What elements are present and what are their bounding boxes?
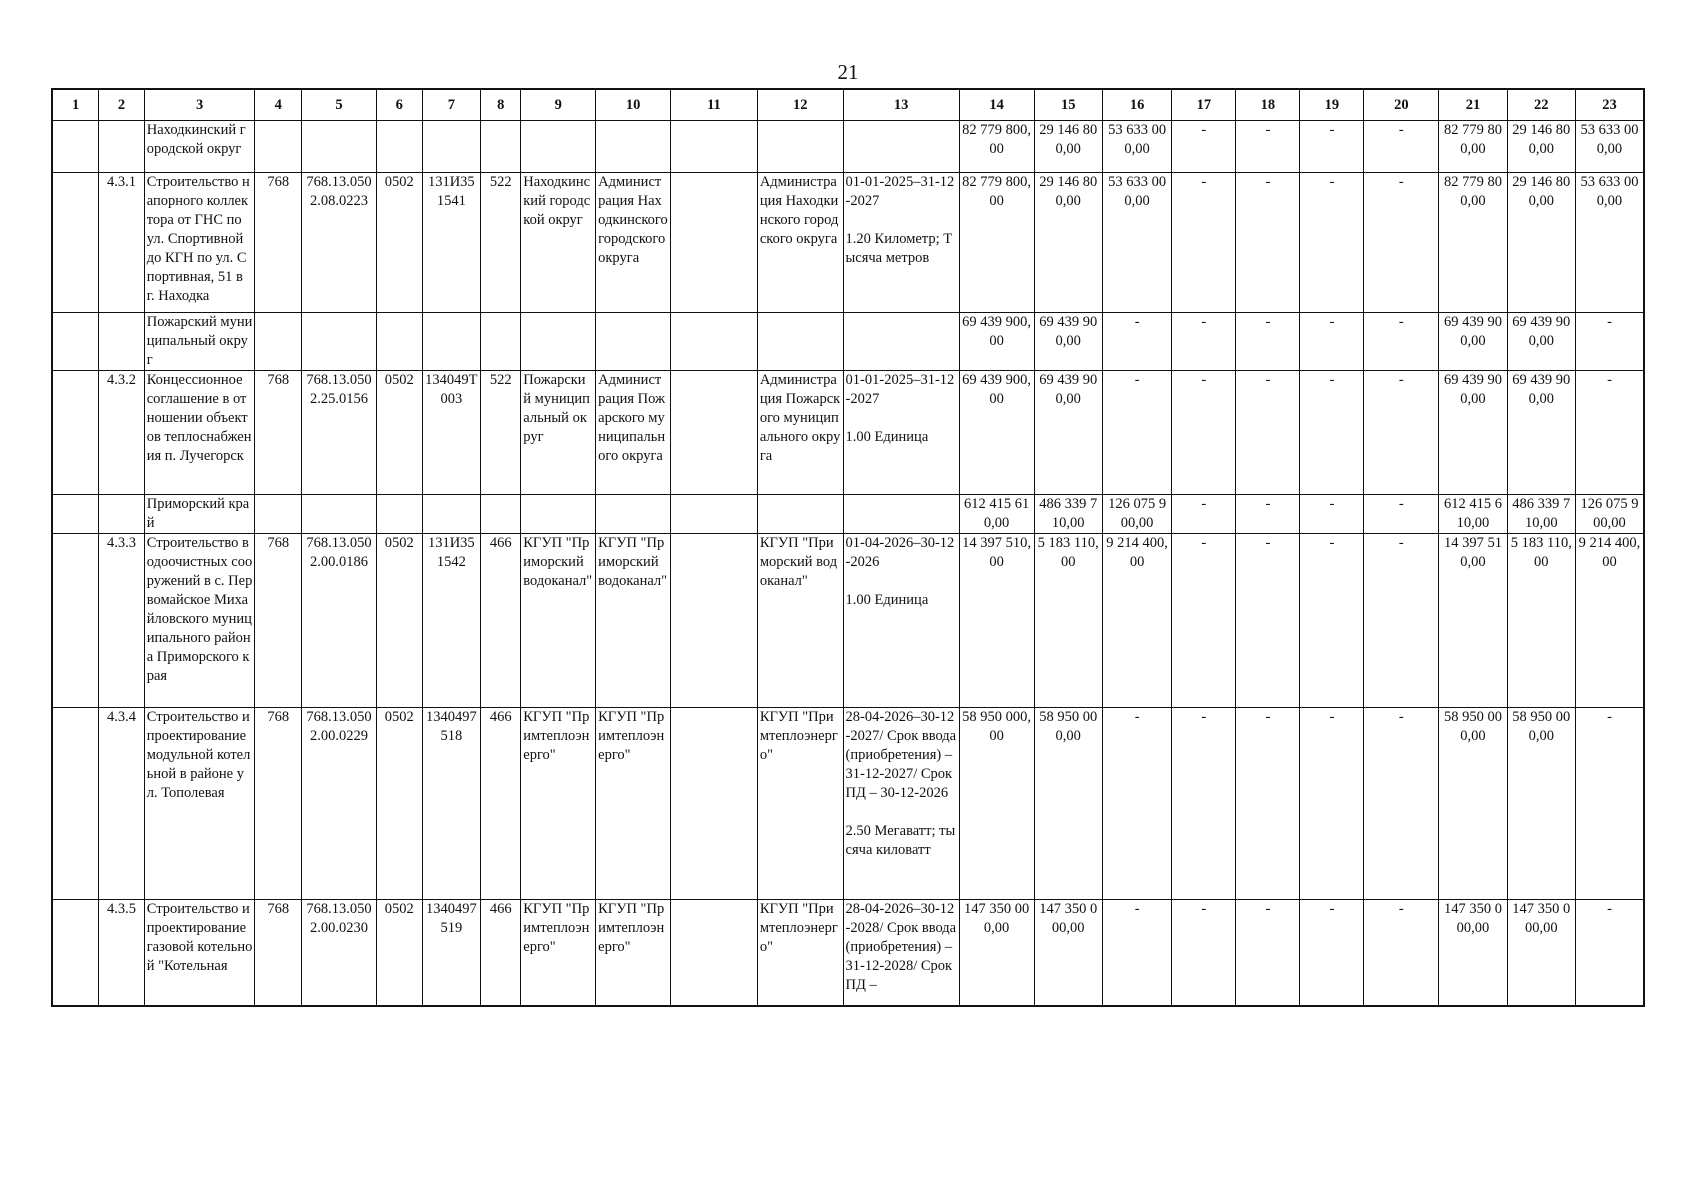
cell-col-9 xyxy=(521,495,596,534)
column-header-3: 3 xyxy=(144,89,255,121)
cell-col-15: 69 439 900,00 xyxy=(1034,371,1102,495)
table-row xyxy=(52,121,1644,173)
cell-col-13 xyxy=(843,495,959,534)
cell-col-14: 612 415 610,00 xyxy=(959,495,1034,534)
cell-col-21: 612 415 610,00 xyxy=(1439,495,1507,534)
cell-col-12 xyxy=(757,313,843,371)
cell-col-6: 0502 xyxy=(376,173,422,313)
cell-col-14: 69 439 900,00 xyxy=(959,313,1034,371)
cell-col-10 xyxy=(596,121,671,173)
cell-col-13: 28-04-2026–30-12-2027/ Срок ввода (приобретения) – 31-12-2027/ Срок ПД – 30-12-2026 2.50 Мегаватт; тысяча киловатт xyxy=(843,708,959,900)
cell-col-22: 58 950 000,00 xyxy=(1507,708,1575,900)
cell-col-23: - xyxy=(1575,313,1644,371)
cell-col-1 xyxy=(52,121,99,173)
cell-col-17: - xyxy=(1172,371,1236,495)
cell-col-18: - xyxy=(1236,900,1300,1006)
cell-col-22: 5 183 110,00 xyxy=(1507,534,1575,708)
cell-col-18: - xyxy=(1236,313,1300,371)
cell-col-3: Строительство водоочистных сооружений в с. Первомайское Михайловского муниципального района Приморского края xyxy=(144,534,255,708)
cell-col-17: - xyxy=(1172,121,1236,173)
table-row xyxy=(52,900,1644,1006)
cell-col-23: 9 214 400,00 xyxy=(1575,534,1644,708)
cell-col-3: Строительство и проектирование газовой котельной "Котельная xyxy=(144,900,255,1006)
cell-col-5 xyxy=(302,121,377,173)
cell-col-13: 01-01-2025–31-12-2027 1.20 Километр; Тысяча метров xyxy=(843,173,959,313)
table-body xyxy=(52,121,1644,1006)
column-header-17: 17 xyxy=(1172,89,1236,121)
column-header-6: 6 xyxy=(376,89,422,121)
column-header-11: 11 xyxy=(671,89,758,121)
cell-col-8: 522 xyxy=(481,371,521,495)
cell-col-6: 0502 xyxy=(376,371,422,495)
cell-col-22: 29 146 800,00 xyxy=(1507,121,1575,173)
cell-col-12: Администрация Находкинского городского округа xyxy=(757,173,843,313)
cell-col-21: 69 439 900,00 xyxy=(1439,313,1507,371)
cell-col-4: 768 xyxy=(255,534,302,708)
cell-col-19: - xyxy=(1300,495,1364,534)
cell-col-13: 01-04-2026–30-12-2026 1.00 Единица xyxy=(843,534,959,708)
cell-col-20: - xyxy=(1364,121,1439,173)
cell-col-21: 14 397 510,00 xyxy=(1439,534,1507,708)
cell-col-21: 69 439 900,00 xyxy=(1439,371,1507,495)
cell-col-20: - xyxy=(1364,313,1439,371)
column-header-1: 1 xyxy=(52,89,99,121)
cell-col-7: 134049Т003 xyxy=(422,371,481,495)
cell-col-12 xyxy=(757,121,843,173)
cell-col-3: Приморский край xyxy=(144,495,255,534)
cell-col-18: - xyxy=(1236,173,1300,313)
cell-col-8: 522 xyxy=(481,173,521,313)
cell-col-18: - xyxy=(1236,371,1300,495)
cell-col-16: 126 075 900,00 xyxy=(1102,495,1171,534)
cell-col-14: 82 779 800,00 xyxy=(959,121,1034,173)
cell-col-19: - xyxy=(1300,708,1364,900)
cell-col-17: - xyxy=(1172,313,1236,371)
cell-col-8 xyxy=(481,495,521,534)
cell-col-22: 29 146 800,00 xyxy=(1507,173,1575,313)
column-header-16: 16 xyxy=(1102,89,1171,121)
cell-col-9: КГУП "Примтеплоэнерго" xyxy=(521,900,596,1006)
cell-col-9: КГУП "Примтеплоэнерго" xyxy=(521,708,596,900)
cell-col-12: Администрация Пожарского муниципального округа xyxy=(757,371,843,495)
cell-col-19: - xyxy=(1300,534,1364,708)
cell-col-17: - xyxy=(1172,495,1236,534)
cell-col-22: 69 439 900,00 xyxy=(1507,313,1575,371)
cell-col-2: 4.3.1 xyxy=(99,173,145,313)
cell-col-1 xyxy=(52,534,99,708)
cell-col-23: 53 633 000,00 xyxy=(1575,121,1644,173)
cell-col-1 xyxy=(52,173,99,313)
cell-col-15: 29 146 800,00 xyxy=(1034,121,1102,173)
cell-col-21: 82 779 800,00 xyxy=(1439,121,1507,173)
cell-col-9: Находкинский городской округ xyxy=(521,173,596,313)
cell-col-11 xyxy=(671,534,758,708)
cell-col-13: 01-01-2025–31-12-2027 1.00 Единица xyxy=(843,371,959,495)
cell-col-23: 126 075 900,00 xyxy=(1575,495,1644,534)
column-header-21: 21 xyxy=(1439,89,1507,121)
cell-col-14: 69 439 900,00 xyxy=(959,371,1034,495)
cell-col-8 xyxy=(481,313,521,371)
column-header-7: 7 xyxy=(422,89,481,121)
cell-col-5: 768.13.0502.00.0229 xyxy=(302,708,377,900)
cell-col-11 xyxy=(671,173,758,313)
column-header-14: 14 xyxy=(959,89,1034,121)
cell-col-19: - xyxy=(1300,313,1364,371)
cell-col-9 xyxy=(521,313,596,371)
cell-col-20: - xyxy=(1364,371,1439,495)
cell-col-10 xyxy=(596,313,671,371)
cell-col-17: - xyxy=(1172,900,1236,1006)
column-header-4: 4 xyxy=(255,89,302,121)
cell-col-6: 0502 xyxy=(376,708,422,900)
cell-col-21: 58 950 000,00 xyxy=(1439,708,1507,900)
table-row xyxy=(52,371,1644,495)
cell-col-7 xyxy=(422,313,481,371)
cell-col-16: 9 214 400,00 xyxy=(1102,534,1171,708)
column-header-row xyxy=(52,89,1644,121)
cell-col-11 xyxy=(671,495,758,534)
column-header-12: 12 xyxy=(757,89,843,121)
cell-col-20: - xyxy=(1364,534,1439,708)
cell-col-6 xyxy=(376,121,422,173)
cell-col-7: 131И351541 xyxy=(422,173,481,313)
cell-col-2: 4.3.5 xyxy=(99,900,145,1006)
cell-col-4: 768 xyxy=(255,173,302,313)
cell-col-12: КГУП "Примтеплоэнерго" xyxy=(757,708,843,900)
cell-col-19: - xyxy=(1300,173,1364,313)
budget-table xyxy=(51,88,1645,1007)
cell-col-3: Находкинский городской округ xyxy=(144,121,255,173)
cell-col-23: - xyxy=(1575,371,1644,495)
cell-col-13: 28-04-2026–30-12-2028/ Срок ввода (приобретения) – 31-12-2028/ Срок ПД – xyxy=(843,900,959,1006)
cell-col-10: КГУП "Примтеплоэнерго" xyxy=(596,708,671,900)
cell-col-22: 69 439 900,00 xyxy=(1507,371,1575,495)
cell-col-10: Администрация Пожарского муниципального округа xyxy=(596,371,671,495)
cell-col-10: КГУП "Приморский водоканал" xyxy=(596,534,671,708)
cell-col-5: 768.13.0502.25.0156 xyxy=(302,371,377,495)
cell-col-4 xyxy=(255,313,302,371)
cell-col-12 xyxy=(757,495,843,534)
table-row xyxy=(52,534,1644,708)
cell-col-5 xyxy=(302,495,377,534)
cell-col-7: 131И351542 xyxy=(422,534,481,708)
cell-col-7: 1340497519 xyxy=(422,900,481,1006)
column-header-8: 8 xyxy=(481,89,521,121)
page-number: 21 xyxy=(837,60,859,84)
column-header-5: 5 xyxy=(302,89,377,121)
cell-col-2: 4.3.3 xyxy=(99,534,145,708)
column-header-23: 23 xyxy=(1575,89,1644,121)
cell-col-20: - xyxy=(1364,173,1439,313)
cell-col-8: 466 xyxy=(481,534,521,708)
cell-col-23: - xyxy=(1575,900,1644,1006)
cell-col-10 xyxy=(596,495,671,534)
cell-col-1 xyxy=(52,900,99,1006)
cell-col-13 xyxy=(843,121,959,173)
cell-col-19: - xyxy=(1300,900,1364,1006)
cell-col-6: 0502 xyxy=(376,534,422,708)
cell-col-4: 768 xyxy=(255,371,302,495)
cell-col-18: - xyxy=(1236,708,1300,900)
cell-col-8 xyxy=(481,121,521,173)
cell-col-1 xyxy=(52,495,99,534)
cell-col-4: 768 xyxy=(255,708,302,900)
cell-col-15: 58 950 000,00 xyxy=(1034,708,1102,900)
cell-col-18: - xyxy=(1236,534,1300,708)
cell-col-23: 53 633 000,00 xyxy=(1575,173,1644,313)
cell-col-18: - xyxy=(1236,495,1300,534)
cell-col-5: 768.13.0502.00.0230 xyxy=(302,900,377,1006)
cell-col-13 xyxy=(843,313,959,371)
cell-col-3: Концессионное соглашение в отношении объектов теплоснабжения п. Лучегорск xyxy=(144,371,255,495)
cell-col-10: КГУП "Примтеплоэнерго" xyxy=(596,900,671,1006)
cell-col-17: - xyxy=(1172,708,1236,900)
cell-col-9 xyxy=(521,121,596,173)
cell-col-15: 147 350 000,00 xyxy=(1034,900,1102,1006)
cell-col-15: 29 146 800,00 xyxy=(1034,173,1102,313)
column-header-10: 10 xyxy=(596,89,671,121)
cell-col-7: 1340497518 xyxy=(422,708,481,900)
cell-col-4: 768 xyxy=(255,900,302,1006)
cell-col-17: - xyxy=(1172,534,1236,708)
column-header-2: 2 xyxy=(99,89,145,121)
cell-col-16: - xyxy=(1102,708,1171,900)
cell-col-15: 69 439 900,00 xyxy=(1034,313,1102,371)
table-row xyxy=(52,173,1644,313)
cell-col-20: - xyxy=(1364,900,1439,1006)
cell-col-3: Строительство напорного коллектора от ГНС по ул. Спортивной до КГН по ул. Спортивная, 51 в г. Находка xyxy=(144,173,255,313)
cell-col-5 xyxy=(302,313,377,371)
column-header-22: 22 xyxy=(1507,89,1575,121)
cell-col-20: - xyxy=(1364,495,1439,534)
cell-col-19: - xyxy=(1300,121,1364,173)
column-header-13: 13 xyxy=(843,89,959,121)
cell-col-4 xyxy=(255,121,302,173)
cell-col-8: 466 xyxy=(481,708,521,900)
cell-col-14: 147 350 000,00 xyxy=(959,900,1034,1006)
cell-col-23: - xyxy=(1575,708,1644,900)
cell-col-17: - xyxy=(1172,173,1236,313)
cell-col-20: - xyxy=(1364,708,1439,900)
cell-col-4 xyxy=(255,495,302,534)
cell-col-7 xyxy=(422,121,481,173)
cell-col-21: 147 350 000,00 xyxy=(1439,900,1507,1006)
cell-col-2 xyxy=(99,313,145,371)
column-header-19: 19 xyxy=(1300,89,1364,121)
cell-col-15: 5 183 110,00 xyxy=(1034,534,1102,708)
cell-col-2: 4.3.2 xyxy=(99,371,145,495)
cell-col-9: Пожарский муниципальный округ xyxy=(521,371,596,495)
cell-col-11 xyxy=(671,708,758,900)
cell-col-22: 486 339 710,00 xyxy=(1507,495,1575,534)
cell-col-3: Строительство и проектирование модульной котельной в районе ул. Тополевая xyxy=(144,708,255,900)
cell-col-7 xyxy=(422,495,481,534)
cell-col-21: 82 779 800,00 xyxy=(1439,173,1507,313)
cell-col-2: 4.3.4 xyxy=(99,708,145,900)
cell-col-14: 14 397 510,00 xyxy=(959,534,1034,708)
column-header-9: 9 xyxy=(521,89,596,121)
cell-col-16: - xyxy=(1102,900,1171,1006)
cell-col-12: КГУП "Приморский водоканал" xyxy=(757,534,843,708)
cell-col-11 xyxy=(671,313,758,371)
cell-col-14: 58 950 000,00 xyxy=(959,708,1034,900)
column-header-18: 18 xyxy=(1236,89,1300,121)
cell-col-6 xyxy=(376,313,422,371)
cell-col-8: 466 xyxy=(481,900,521,1006)
column-header-20: 20 xyxy=(1364,89,1439,121)
cell-col-6 xyxy=(376,495,422,534)
cell-col-14: 82 779 800,00 xyxy=(959,173,1034,313)
cell-col-11 xyxy=(671,900,758,1006)
cell-col-16: - xyxy=(1102,313,1171,371)
cell-col-12: КГУП "Примтеплоэнерго" xyxy=(757,900,843,1006)
cell-col-10: Администрация Находкинского городского округа xyxy=(596,173,671,313)
cell-col-11 xyxy=(671,371,758,495)
cell-col-3: Пожарский муниципальный округ xyxy=(144,313,255,371)
cell-col-1 xyxy=(52,708,99,900)
cell-col-16: 53 633 000,00 xyxy=(1102,173,1171,313)
cell-col-16: - xyxy=(1102,371,1171,495)
table-row xyxy=(52,495,1644,534)
cell-col-9: КГУП "Приморский водоканал" xyxy=(521,534,596,708)
table-row xyxy=(52,708,1644,900)
cell-col-19: - xyxy=(1300,371,1364,495)
cell-col-15: 486 339 710,00 xyxy=(1034,495,1102,534)
cell-col-1 xyxy=(52,313,99,371)
cell-col-11 xyxy=(671,121,758,173)
cell-col-6: 0502 xyxy=(376,900,422,1006)
cell-col-5: 768.13.0502.08.0223 xyxy=(302,173,377,313)
column-header-15: 15 xyxy=(1034,89,1102,121)
cell-col-2 xyxy=(99,121,145,173)
cell-col-22: 147 350 000,00 xyxy=(1507,900,1575,1006)
cell-col-5: 768.13.0502.00.0186 xyxy=(302,534,377,708)
cell-col-18: - xyxy=(1236,121,1300,173)
table-row xyxy=(52,313,1644,371)
cell-col-1 xyxy=(52,371,99,495)
cell-col-2 xyxy=(99,495,145,534)
cell-col-16: 53 633 000,00 xyxy=(1102,121,1171,173)
